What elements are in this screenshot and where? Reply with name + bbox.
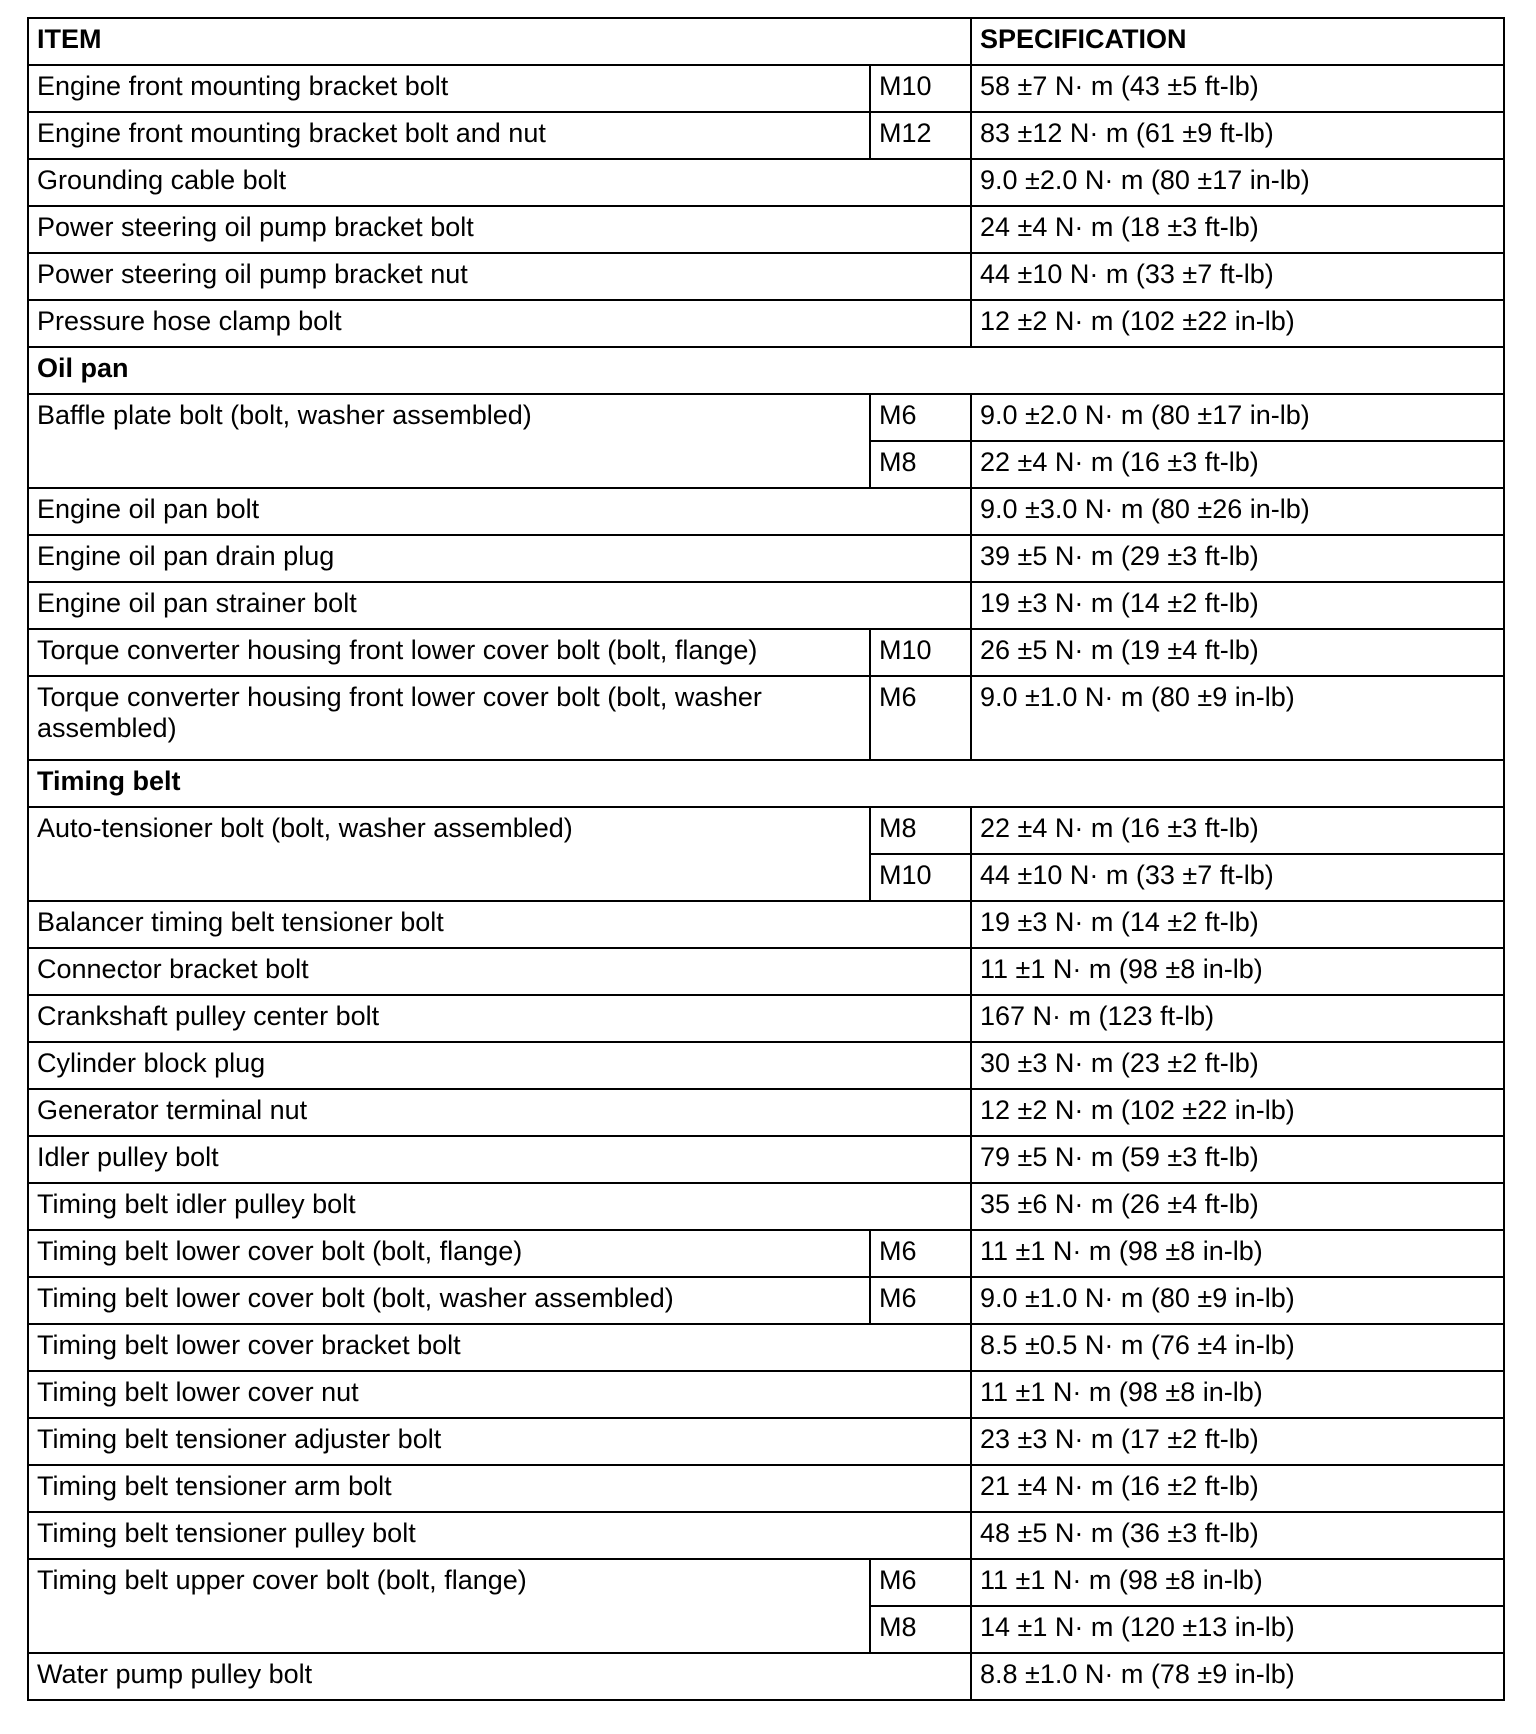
item-cell: Power steering oil pump bracket nut [28,253,971,300]
item-cell: Power steering oil pump bracket bolt [28,206,971,253]
size-cell: M6 [870,394,971,441]
section-row [28,760,1504,807]
spec-cell: 79 ±5 N· m (59 ±3 ft-lb) [971,1136,1504,1183]
spec-cell: 21 ±4 N· m (16 ±2 ft-lb) [971,1465,1504,1512]
table-row [28,1418,1504,1465]
table-row [28,629,1504,676]
spec-cell: 23 ±3 N· m (17 ±2 ft-lb) [971,1418,1504,1465]
item-cell: Connector bracket bolt [28,948,971,995]
item-cell: Engine oil pan bolt [28,488,971,535]
size-cell: M12 [870,112,971,159]
table-row [28,582,1504,629]
table-row [28,1277,1504,1324]
spec-cell: 44 ±10 N· m (33 ±7 ft-lb) [971,854,1504,901]
item-cell: Timing belt idler pulley bolt [28,1183,971,1230]
spec-cell: 19 ±3 N· m (14 ±2 ft-lb) [971,901,1504,948]
spec-cell: 30 ±3 N· m (23 ±2 ft-lb) [971,1042,1504,1089]
table-row [28,901,1504,948]
size-cell: M6 [870,1559,971,1606]
header-row [28,18,1504,65]
size-cell: M10 [870,65,971,112]
torque-spec-table [27,17,1505,1701]
header-item: ITEM [28,18,971,65]
item-cell: Engine oil pan drain plug [28,535,971,582]
size-cell: M10 [870,629,971,676]
item-cell: Engine oil pan strainer bolt [28,582,971,629]
table-row [28,1324,1504,1371]
table-row [28,112,1504,159]
spec-cell: 14 ±1 N· m (120 ±13 in-lb) [971,1606,1504,1653]
table-row [28,159,1504,206]
item-cell: Torque converter housing front lower cover bolt (bolt, washer assembled) [28,676,870,760]
spec-cell: 9.0 ±2.0 N· m (80 ±17 in-lb) [971,394,1504,441]
spec-cell: 12 ±2 N· m (102 ±22 in-lb) [971,300,1504,347]
spec-cell: 24 ±4 N· m (18 ±3 ft-lb) [971,206,1504,253]
item-cell: Grounding cable bolt [28,159,971,206]
header-specification: SPECIFICATION [971,18,1504,65]
item-cell: Pressure hose clamp bolt [28,300,971,347]
item-cell: Balancer timing belt tensioner bolt [28,901,971,948]
table-row [28,1653,1504,1700]
item-cell: Torque converter housing front lower cover bolt (bolt, flange) [28,629,870,676]
spec-cell: 58 ±7 N· m (43 ±5 ft-lb) [971,65,1504,112]
spec-cell: 22 ±4 N· m (16 ±3 ft-lb) [971,807,1504,854]
spec-cell: 9.0 ±1.0 N· m (80 ±9 in-lb) [971,676,1504,760]
item-cell: Engine front mounting bracket bolt and nut [28,112,870,159]
table-row [28,488,1504,535]
size-cell: M6 [870,1277,971,1324]
spec-cell: 39 ±5 N· m (29 ±3 ft-lb) [971,535,1504,582]
size-cell: M6 [870,676,971,760]
spec-cell: 35 ±6 N· m (26 ±4 ft-lb) [971,1183,1504,1230]
spec-cell: 83 ±12 N· m (61 ±9 ft-lb) [971,112,1504,159]
spec-cell: 11 ±1 N· m (98 ±8 in-lb) [971,1230,1504,1277]
size-cell: M10 [870,854,971,901]
table-row [28,807,1504,854]
table-row [28,65,1504,112]
item-cell: Generator terminal nut [28,1089,971,1136]
item-cell: Auto-tensioner bolt (bolt, washer assembled) [28,807,870,901]
spec-cell: 11 ±1 N· m (98 ±8 in-lb) [971,1371,1504,1418]
section-heading-timing-belt: Timing belt [28,760,1504,807]
item-cell: Idler pulley bolt [28,1136,971,1183]
spec-cell: 22 ±4 N· m (16 ±3 ft-lb) [971,441,1504,488]
spec-cell: 19 ±3 N· m (14 ±2 ft-lb) [971,582,1504,629]
spec-cell: 26 ±5 N· m (19 ±4 ft-lb) [971,629,1504,676]
spec-cell: 9.0 ±2.0 N· m (80 ±17 in-lb) [971,159,1504,206]
spec-cell: 9.0 ±3.0 N· m (80 ±26 in-lb) [971,488,1504,535]
table-row [28,1465,1504,1512]
spec-cell: 9.0 ±1.0 N· m (80 ±9 in-lb) [971,1277,1504,1324]
table-row [28,253,1504,300]
item-cell: Timing belt tensioner arm bolt [28,1465,971,1512]
table-row [28,1089,1504,1136]
spec-cell: 8.5 ±0.5 N· m (76 ±4 in-lb) [971,1324,1504,1371]
table-row [28,676,1504,760]
table-row [28,394,1504,441]
table-row [28,1559,1504,1606]
item-cell: Timing belt upper cover bolt (bolt, flange) [28,1559,870,1653]
size-cell: M8 [870,807,971,854]
table-row [28,1230,1504,1277]
table-row [28,1512,1504,1559]
item-cell: Timing belt lower cover bolt (bolt, flange) [28,1230,870,1277]
item-cell: Cylinder block plug [28,1042,971,1089]
spec-cell: 8.8 ±1.0 N· m (78 ±9 in-lb) [971,1653,1504,1700]
section-heading-oil-pan: Oil pan [28,347,1504,394]
table-row [28,1042,1504,1089]
spec-cell: 44 ±10 N· m (33 ±7 ft-lb) [971,253,1504,300]
table-row [28,1371,1504,1418]
spec-cell: 167 N· m (123 ft-lb) [971,995,1504,1042]
table-row [28,948,1504,995]
item-cell: Timing belt lower cover bolt (bolt, washer assembled) [28,1277,870,1324]
item-cell: Water pump pulley bolt [28,1653,971,1700]
table-row [28,206,1504,253]
size-cell: M8 [870,1606,971,1653]
item-cell: Timing belt lower cover bracket bolt [28,1324,971,1371]
table-row [28,1183,1504,1230]
item-cell: Timing belt lower cover nut [28,1371,971,1418]
item-cell: Timing belt tensioner adjuster bolt [28,1418,971,1465]
table-row [28,995,1504,1042]
size-cell: M8 [870,441,971,488]
item-cell: Timing belt tensioner pulley bolt [28,1512,971,1559]
size-cell: M6 [870,1230,971,1277]
spec-cell: 11 ±1 N· m (98 ±8 in-lb) [971,948,1504,995]
item-cell: Crankshaft pulley center bolt [28,995,971,1042]
item-cell: Engine front mounting bracket bolt [28,65,870,112]
section-row [28,347,1504,394]
spec-cell: 11 ±1 N· m (98 ±8 in-lb) [971,1559,1504,1606]
item-cell: Baffle plate bolt (bolt, washer assembled) [28,394,870,488]
spec-cell: 48 ±5 N· m (36 ±3 ft-lb) [971,1512,1504,1559]
table-row [28,300,1504,347]
table-row [28,1136,1504,1183]
spec-cell: 12 ±2 N· m (102 ±22 in-lb) [971,1089,1504,1136]
table-row [28,535,1504,582]
